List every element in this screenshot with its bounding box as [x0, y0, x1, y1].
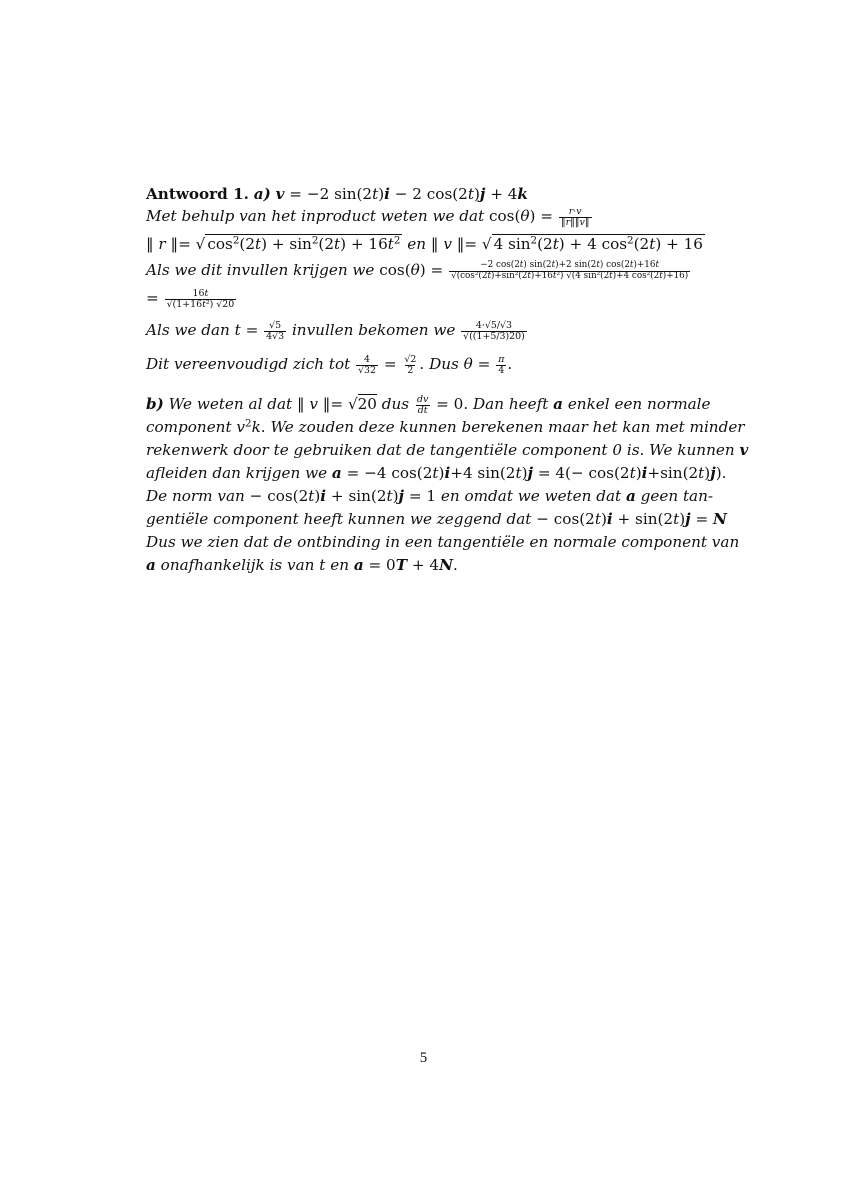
text-dan-heeft: Dan heeft: [472, 395, 549, 413]
text-dus: Dus: [429, 355, 459, 373]
cos-substituted-formula: cos(θ) = $\frac{-2 \cos(2t) \sin(2t)+2 \sin(2t) \cos(2t)+16t}{\text{√(cos²(2t)+sin²(2t)+16t²) √(4 sin²(2t)+4 cos²(2t)+16)}}$: [379, 260, 689, 281]
vector-a: a: [553, 395, 563, 413]
text-rekenwerk: rekenwerk door te gebruiken dat de tangentiële component 0 is. We kunnen: [146, 441, 735, 459]
text-als-we-dan: Als we dan: [146, 321, 230, 339]
normal-vector-formula: − cos(2t)i + sin(2t)j = N: [536, 510, 727, 528]
text-en-b: en: [330, 556, 349, 574]
v2k-formula: $v^2k$.: [236, 417, 266, 436]
text-de-norm: De norm van: [146, 487, 245, 505]
part-b-line-2: [146, 416, 745, 438]
answer-heading-line: [146, 183, 528, 205]
cos-theta-formula: cos(θ) = $\frac{r\cdot v}{‖r‖‖v‖}$: [489, 205, 590, 228]
text-onafhankelijk: onafhankelijk is van: [160, 556, 315, 574]
norms-line: [146, 233, 705, 255]
text-en: en: [407, 235, 427, 253]
answer-label: Antwoord 1.: [146, 185, 249, 203]
velocity-formula: v = −2 sin(2t)i − 2 cos(2t)j + 4k: [275, 185, 528, 203]
dv-dt-formula: $\frac{dv}{dt}$ = 0.: [416, 393, 469, 416]
t-substitution-line: [146, 319, 528, 341]
part-b-line-4: [146, 462, 726, 484]
simplified-formula: = $\frac{16t}{\text{√(1+16t²) √20}}$: [146, 287, 235, 310]
t-value-formula: t = $\frac{√5}{4√3}$: [234, 319, 285, 342]
part-a-label: a): [253, 185, 271, 203]
part-b-line-6: [146, 508, 727, 530]
t-result-formula: $\frac{4\cdot√5/√3}{√((1+5/3)20)}$: [463, 319, 525, 342]
part-b-line-1: [146, 393, 711, 415]
cos-definition-line: [146, 205, 593, 227]
page-number: 5: [419, 1050, 428, 1066]
text-ontbinding: Dus we zien dat de ontbinding in een tangentiële en normale component van: [146, 533, 740, 551]
text-vereenvoudigd: Dit vereenvoudigd zich tot: [146, 355, 351, 373]
text-omdat: en omdat we weten dat: [440, 487, 622, 505]
vector-a-3: a: [146, 556, 156, 574]
simplified-line: [146, 287, 237, 309]
part-b-line-3: [146, 439, 748, 461]
vector-a-2: a: [625, 487, 636, 505]
part-b-line-8: [146, 554, 458, 576]
text-invullen: Als we dit invullen krijgen we: [146, 261, 375, 279]
acceleration-formula: a = −4 cos(2t)i+4 sin(2t)j = 4(− cos(2t)i+sin(2t)j).: [331, 464, 727, 482]
text-berekenen: We zouden deze kunnen berekenen maar het kan met minder: [270, 418, 745, 436]
text-component: component: [146, 418, 232, 436]
part-b-line-7: [146, 531, 739, 553]
norm-r-formula: ‖ r ‖= √ $\cos^2(2t) + \sin^2(2t) + 16t^2$: [146, 234, 401, 253]
text-afleiden: afleiden dan krijgen we: [146, 464, 328, 482]
text-enkel-normale: enkel een normale: [567, 395, 711, 413]
part-b-line-5: [146, 485, 713, 507]
text-gentiele: gentiële component heeft kunnen we zeggend dat: [146, 510, 532, 528]
text-geen-tan: geen tan-: [640, 487, 714, 505]
text-dus-b: dus: [381, 395, 410, 413]
norm-v-formula: ‖ v ‖= √ 4 $\sin^2(2t) + 4$ $\cos^2(2t) + 16$: [430, 234, 703, 253]
theta-result-formula: θ = $\frac{\pi}{4}$ .: [463, 353, 513, 376]
substitution-line: [146, 259, 691, 281]
decomposition-formula: a = 0T + 4N.: [353, 556, 458, 574]
vector-v: v: [739, 441, 749, 459]
part-b-label: b): [146, 395, 164, 413]
conclusion-a-line: [146, 353, 512, 375]
reduction-formula: $\frac{4}{√32}$ = $\frac{√2}{2}$ .: [358, 353, 425, 376]
norm-v-value: ‖ v ‖= √20: [296, 395, 377, 413]
variable-t: t: [319, 556, 326, 574]
text-inproduct: Met behulp van het inproduct weten we dat: [146, 207, 485, 225]
text-we-weten: We weten al dat: [168, 395, 293, 413]
unit-norm-formula: − cos(2t)i + sin(2t)j = 1: [249, 487, 437, 505]
text-invullen-bekomen: invullen bekomen we: [291, 321, 456, 339]
